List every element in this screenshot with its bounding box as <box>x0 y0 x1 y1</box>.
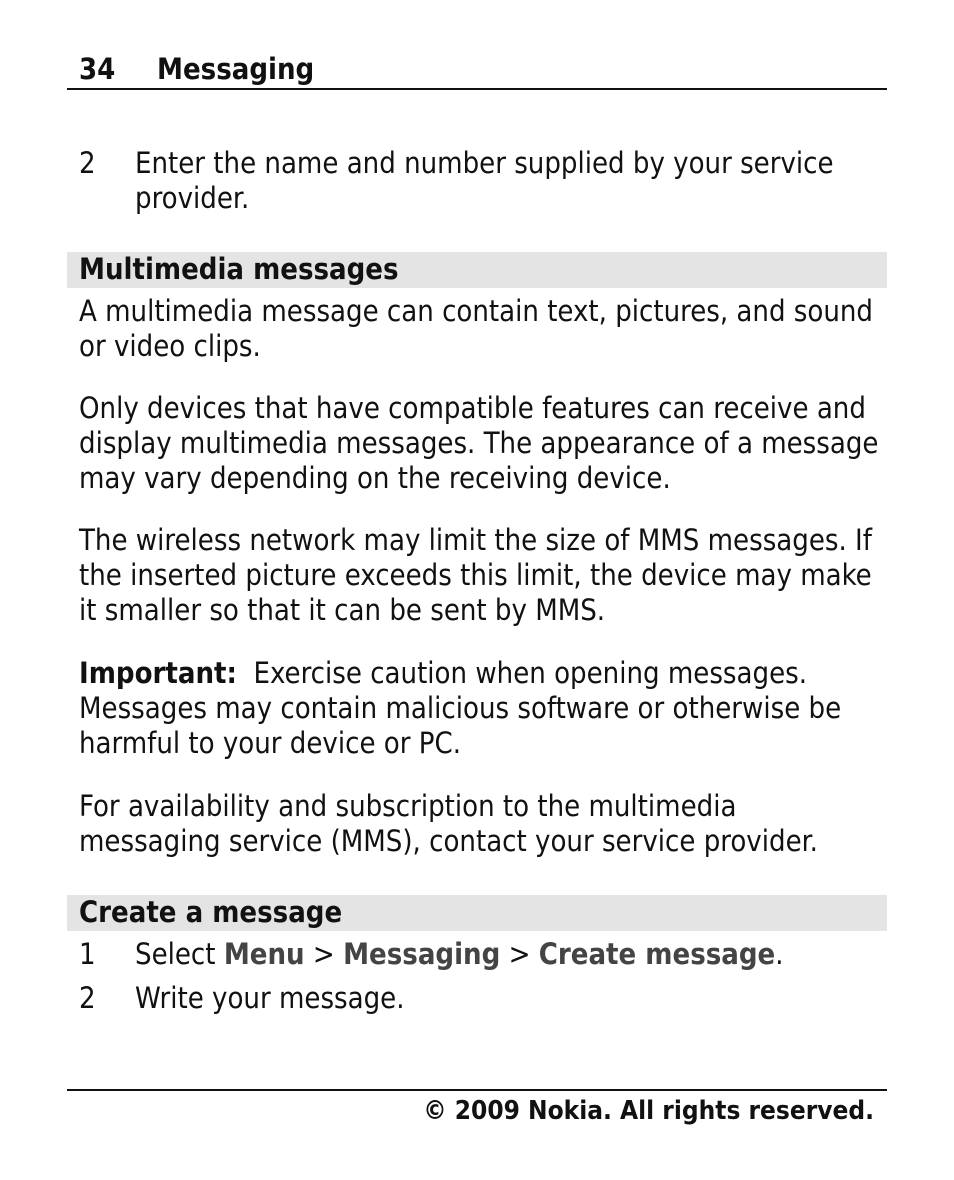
menu-ref: Menu <box>223 937 305 971</box>
important-text: Exercise caution when opening messages. Messages may contain malicious software or otherwise be harmful to your device or PC. <box>79 656 842 760</box>
section-heading-create <box>67 895 887 931</box>
page-header <box>67 50 887 90</box>
footer-rule <box>67 1089 887 1091</box>
important-label: Important: <box>79 656 237 690</box>
path-separator: > <box>304 937 344 971</box>
paragraph-important <box>79 656 879 761</box>
step-text: Write your message. <box>135 981 405 1015</box>
step-number: 2 <box>79 981 96 1015</box>
paragraph-size-limit: The wireless network may limit the size of MMS messages. If the inserted picture exceeds this limit, the device may make it smaller so that it can be sent by MMS. <box>79 523 872 627</box>
paragraph-mms-content: A multimedia message can contain text, pictures, and sound or video clips. <box>79 294 874 363</box>
create-message-ref: Create message <box>538 937 776 971</box>
step-text <box>135 937 895 972</box>
section-heading-multimedia <box>67 252 887 288</box>
section-heading-text: Create a message <box>79 895 343 929</box>
section-heading-text: Multimedia messages <box>79 252 399 286</box>
page-number: 34 <box>79 52 116 86</box>
sentence-end: . <box>775 937 784 971</box>
chapter-title: Messaging <box>157 52 315 86</box>
paragraph-compatibility: Only devices that have compatible features can receive and display multimedia messages. The appearance of a message may vary depending on the receiving device. <box>79 391 879 495</box>
messaging-ref: Messaging <box>343 937 501 971</box>
path-separator: > <box>500 937 539 971</box>
paragraph-availability: For availability and subscription to the multimedia messaging service (MMS), contact your service provider. <box>79 789 818 858</box>
step-number: 2 <box>79 146 96 180</box>
copyright-notice: © 2009 Nokia. All rights reserved. <box>423 1096 874 1126</box>
step-text: Enter the name and number supplied by your service provider. <box>135 146 834 215</box>
select-word: Select <box>135 937 216 971</box>
step-number: 1 <box>79 937 96 971</box>
